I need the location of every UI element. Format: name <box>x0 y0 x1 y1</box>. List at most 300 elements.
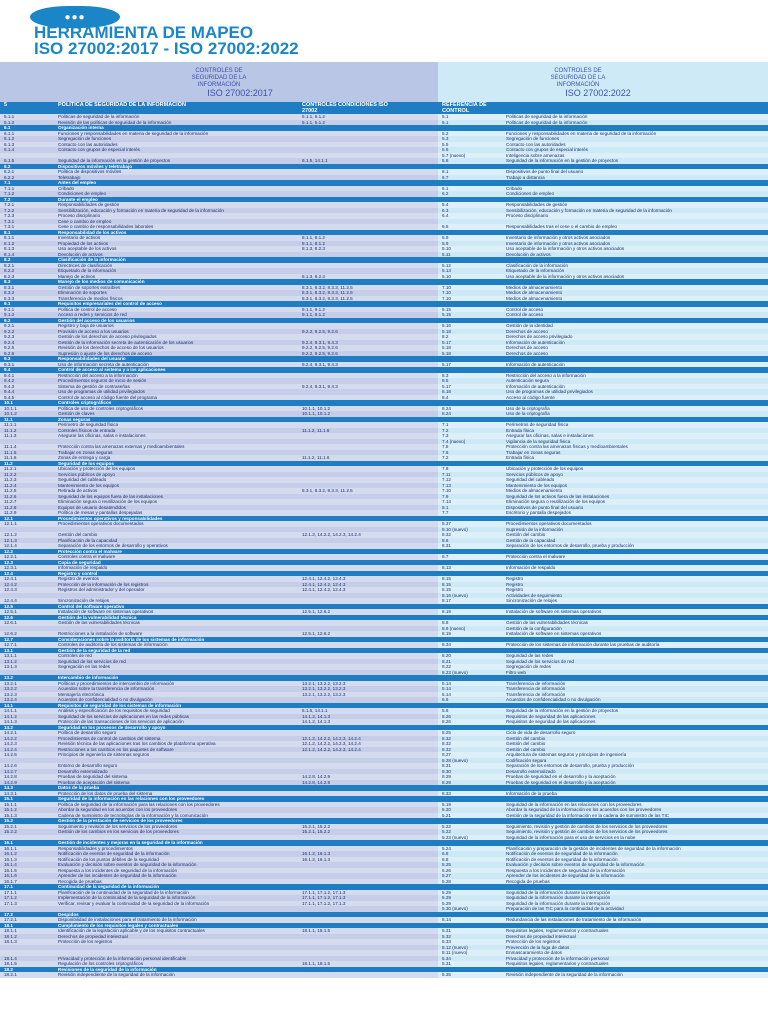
control-2022: Pruebas de seguridad en el desarrollo y la aceptación <box>506 774 616 779</box>
control-2022: Protección contra el malware <box>506 554 566 559</box>
row-code: 6.1.4 <box>4 147 15 152</box>
reference-2022: 5.27 <box>442 873 451 878</box>
control-2017: Política de uso de controles criptográficos <box>58 405 144 411</box>
reference-2022: 7.11 <box>442 471 451 477</box>
control-2022: Inventario de información y otros activos asociados <box>506 235 611 240</box>
row-code: 8.2 <box>4 257 11 262</box>
control-2022: Segregación de funciones <box>506 136 560 141</box>
row-code: 11.2.8 <box>4 504 17 510</box>
reference-2022: 7.14 <box>442 499 451 504</box>
reference-2022: 8.32 <box>442 746 451 752</box>
row-code: 9.4 <box>4 367 11 372</box>
section-title: Control del software operativo <box>58 603 125 609</box>
row-code: 5.1.2 <box>4 119 15 125</box>
reference-2022: 8.13 <box>442 565 451 570</box>
reference-2022: 6.4 <box>442 213 449 218</box>
row-code: 16.1.7 <box>4 878 17 884</box>
control-2022: Dispositivos de punto final del usuario <box>506 504 584 510</box>
row-code: 16.1.6 <box>4 873 17 878</box>
control-2022: Contacto con las autoridades <box>506 141 566 147</box>
control-2017: Política de mesas y pantallas despejadas <box>58 510 143 515</box>
control-2022: Derechos de acceso <box>506 350 548 356</box>
control-2017: Acuerdos sobre la transferencia de información <box>58 686 155 691</box>
control-2017: Controles de red <box>58 653 92 658</box>
control-2022: Derechos de acceso <box>506 345 548 350</box>
related-controls: 8.1.1, 8.1.2 <box>302 235 325 240</box>
control-2022: Gestión de la configuración <box>506 625 562 631</box>
reference-2022: 5.17 <box>442 383 451 389</box>
control-2022: Responsabilidades tras el cese o el cambio de empleo <box>506 224 618 229</box>
control-2022: Inventario de información y otros activos asociados <box>506 240 611 246</box>
related-controls: 15.2.1, 15.2.2 <box>302 829 331 834</box>
control-2017: Teletrabajo <box>58 174 81 180</box>
control-2022: Transferencia de información <box>506 691 566 697</box>
control-2017: Política de seguridad de la información para las relaciones con los proveedores <box>58 801 220 807</box>
reference-2022: 7.13 <box>442 482 451 488</box>
control-2017: Mantenimiento de los equipos <box>58 482 120 488</box>
control-2022: Pruebas de seguridad en el desarrollo y la aceptación <box>506 779 616 785</box>
control-2017: Perímetro de seguridad física <box>58 422 119 427</box>
control-2022: Supresión de la información <box>506 526 563 532</box>
control-2022: Información de autenticación <box>506 383 565 389</box>
control-2022: Seguridad de las redes <box>506 653 554 658</box>
control-2022: Respuesta a los incidentes de seguridad de la información <box>506 867 626 873</box>
section-title: Datos de la prueba <box>58 785 100 790</box>
control-2017: Seguridad de los servicios de aplicaciones en las redes públicas <box>58 713 189 719</box>
row-code: 11.1.1 <box>4 422 17 427</box>
row-code: 12.2 <box>4 548 13 554</box>
control-2022: Acuerdos de confidencialidad o no divulgación <box>506 697 601 702</box>
control-2017: Abordar la seguridad en los acuerdos con los proveedores <box>58 807 178 812</box>
row-code: 15.1.1 <box>4 801 17 807</box>
section-title: Gestión de incidentes y mejoras en la seguridad de la información <box>58 840 203 845</box>
section-title: Seguridad en los procesos de desarrollo y apoyo <box>58 724 166 730</box>
row-code: 12.4.4 <box>4 598 17 603</box>
control-2017: Seguridad del cableado <box>58 477 107 482</box>
row-code: 9.2.4 <box>4 339 15 345</box>
control-2017: Gestión de las vulnerabilidades técnicas <box>58 620 140 625</box>
reference-2022: 8.8 <box>442 620 449 625</box>
control-2017: Seguridad de los equipos fuera de las instalaciones <box>58 493 163 499</box>
control-2017: Restricción del acceso a la información <box>58 372 138 378</box>
reference-2022: 5.35 <box>442 972 451 977</box>
reference-2022: 5.26 <box>442 867 451 873</box>
control-2022: Sensibilización, educación y formación en materia de seguridad de la información <box>506 207 672 213</box>
control-2022: Requisitos de seguridad de las aplicaciones <box>506 713 596 719</box>
control-2022: Desarrollo externalizado <box>506 768 556 774</box>
control-2017: Directrices de clasificación <box>58 262 113 268</box>
row-code: 11.2.3 <box>4 477 17 482</box>
control-2022: Información de autenticación <box>506 361 565 367</box>
control-2017: Seguridad de la información en la gestión de proyectos <box>58 158 171 163</box>
row-code: 14.2.2 <box>4 735 17 741</box>
control-2022: Gestión del cambio <box>506 746 546 752</box>
row-code: 13.2 <box>4 675 13 680</box>
control-2022: Medios de almacenamiento <box>506 284 563 290</box>
reference-2022: 7.9 <box>442 493 449 499</box>
control-2017: Cese o cambio de empleo <box>58 218 112 224</box>
control-2017: Políticas y procedimientos de intercambio de información <box>58 680 175 686</box>
table-row <box>0 972 768 978</box>
related-controls: 13.2.1, 13.2.2, 13.2.3 <box>302 680 346 686</box>
reference-2022: 5.29 <box>442 900 451 906</box>
row-code: 11.1.5 <box>4 449 17 455</box>
reference-2022: 7.1 <box>442 422 449 427</box>
control-2017: Desarrollo externalizado <box>58 768 108 774</box>
reference-2022: 5.25 <box>442 862 451 867</box>
control-2022: Instalación de software en sistemas operativos <box>506 609 602 614</box>
control-2017: Ubicación y protección de los equipos <box>58 466 136 471</box>
control-2022: Proceso disciplinario <box>506 213 549 218</box>
reference-2022: 6.2 <box>442 191 449 196</box>
row-code: 6.2.1 <box>4 169 15 174</box>
reference-2022: 8.5 <box>442 378 449 383</box>
row-code: 12.3 <box>4 559 13 565</box>
row-code: 8.3 <box>4 279 11 284</box>
section-title: Cumplimiento de los requisitos legales y contractuales <box>58 922 179 928</box>
reference-2022: 8.30 <box>442 768 451 774</box>
row-code: 12.6 <box>4 614 13 620</box>
reference-2022: 8.19 <box>442 609 451 614</box>
row-code: 9.3 <box>4 356 11 361</box>
control-2017: Sistema de gestión de contraseñas <box>58 383 130 389</box>
row-code: 18.1.1 <box>4 928 17 933</box>
control-2017: Controles contra el malware <box>58 554 116 559</box>
control-2017: Uso de programas de utilidad privilegiados <box>58 389 145 394</box>
control-2017: Uso de información secreta de autenticación <box>58 361 149 367</box>
row-code: 14.2.4 <box>4 746 17 752</box>
control-2022: Políticas de seguridad de la información <box>506 114 588 119</box>
control-2022: Uso aceptable de la información y otros activos asociados <box>506 273 625 279</box>
reference-2022: 7.8 <box>442 466 449 471</box>
reference-2022: 8.2 <box>442 334 449 339</box>
row-code: 7.1.2 <box>4 191 15 196</box>
control-2022: Seguridad de la información para el uso de servicios en la nube <box>506 834 636 840</box>
related-controls: 12.5.1, 12.6.2 <box>302 609 331 614</box>
reference-2022: 6.3 <box>442 207 449 213</box>
row-code: 8.2.2 <box>4 268 15 273</box>
related-controls: 13.2.1, 13.2.2, 13.2.3 <box>302 691 346 697</box>
reference-2022: 5.2 <box>442 130 449 136</box>
subheader-related: CONTROLES CONDICIONES ISO 27002 <box>302 102 388 114</box>
reference-2022: 5.37 <box>442 521 451 526</box>
row-code: 7.3.1 <box>4 218 15 224</box>
control-2017: Derechos de propiedad intelectual <box>58 933 128 939</box>
control-2022: Separación de los entornos de desarrollo, prueba y producción <box>506 543 634 548</box>
row-code: 14.2.6 <box>4 763 17 768</box>
row-code: 17.2 <box>4 911 13 917</box>
control-2017: Privacidad y protección de la información personal identificable <box>58 955 187 961</box>
reference-2022: 5.14 <box>442 691 451 697</box>
control-2022: Uso aceptable de la información y otros activos asociados <box>506 246 625 251</box>
row-code: 17.2.1 <box>4 917 17 922</box>
reference-2022: 8.32 <box>442 532 451 537</box>
control-2022: Uso de programas de utilidad privilegiados <box>506 389 593 394</box>
reference-2022: 8.15 <box>442 581 451 587</box>
control-2022: Cribado <box>506 185 523 191</box>
control-2022: Preparación de las TIC para la continuidad de la actividad <box>506 906 624 911</box>
control-2017: Registro de eventos <box>58 576 99 581</box>
control-2022: Contacto con grupos de especial interés <box>506 147 588 152</box>
control-2017: Información de respaldo <box>58 565 108 570</box>
right-column-caption: CONTROLES DE SEGURIDAD DE LA INFORMACIÓN <box>550 68 606 88</box>
control-2017: Verificar, revisar y evaluar la continuidad de la seguridad de la información <box>58 900 210 906</box>
control-2022: Seguridad de los activos fuera de las instalaciones <box>506 493 610 499</box>
reference-2022: 8.17 <box>442 598 451 603</box>
row-code: 16.1.1 <box>4 845 17 851</box>
row-code: 8.1.3 <box>4 246 15 251</box>
row-code: 11.1.2 <box>4 427 17 433</box>
table-subheader <box>0 102 768 114</box>
row-code: 7.2.2 <box>4 207 15 213</box>
control-2017: Revisión de los derechos de acceso de los usuarios <box>58 345 164 350</box>
reference-2022: 7.10 <box>442 284 451 290</box>
control-2017: Contacto con las autoridades <box>58 141 118 147</box>
control-2022: Requisitos legales, reglamentarios y contractuales <box>506 928 609 933</box>
reference-2022: 5.1 <box>442 119 449 125</box>
row-code: 6.1.2 <box>4 136 15 141</box>
row-code: 12.7 <box>4 636 13 642</box>
reference-2022: 5.30 (nuevo) <box>442 906 468 911</box>
control-2022: Notificación de eventos de seguridad de la información <box>506 856 618 862</box>
reference-2022: 8.32 <box>442 741 451 746</box>
related-controls: 9.2.2, 9.2.5, 9.2.6 <box>302 328 338 334</box>
control-2022: Políticas de seguridad de la información <box>506 119 588 125</box>
control-2022: Eliminación segura o reutilización de los equipos <box>506 499 606 504</box>
related-controls: 9.1.1, 9.1.2 <box>302 306 325 312</box>
row-code: 13.1.3 <box>4 664 17 669</box>
related-controls: 10.1.1, 10.1.2 <box>302 405 331 411</box>
reference-2022: 5.34 <box>442 955 451 961</box>
control-2017: Trabajar en zonas seguras <box>58 449 113 455</box>
reference-2022: 5.18 <box>442 350 451 356</box>
related-controls: 12.4.1, 12.4.2, 12.4.3 <box>302 576 346 581</box>
reference-2022: 8.14 <box>442 917 451 922</box>
control-2022: Protección de los sistemas de información durante las pruebas de auditoría <box>506 642 660 647</box>
related-controls: 5.1.1, 5.1.2 <box>302 119 325 125</box>
related-controls: 9.1.1, 9.1.2 <box>302 312 325 317</box>
reference-2022: 8.31 <box>442 763 451 768</box>
row-code: 9.1 <box>4 301 11 306</box>
related-controls: 12.1.2, 14.2.2, 14.2.3, 14.2.4 <box>302 735 361 741</box>
control-2017: Regulación de los controles criptográficos <box>58 961 144 966</box>
control-2022: Entrada física <box>506 455 535 460</box>
related-controls: 6.1.5, 14.1.1 <box>302 708 328 713</box>
row-code: 6.1.1 <box>4 130 15 136</box>
related-controls: 17.1.1, 17.1.2, 17.1.3 <box>302 900 346 906</box>
control-2022: Mantenimiento de los equipos <box>506 482 568 488</box>
row-code: 12.4.3 <box>4 587 17 592</box>
control-2022: Abordar la seguridad de la información en los acuerdos con los proveedores <box>506 807 662 812</box>
control-2017: Planificación de la continuidad de la seguridad de la información <box>58 889 189 895</box>
related-controls: 15.2.1, 15.2.2 <box>302 823 331 829</box>
section-title: Revisiones de la seguridad de la información <box>58 966 157 972</box>
row-code: 12.1 <box>4 515 13 521</box>
section-title: Gestión de la seguridad de la red <box>58 647 131 653</box>
control-2022: Seguridad de la información en la gestión de proyectos <box>506 158 619 163</box>
page-subtitle: ISO 27002:2017 - ISO 27002:2022 <box>34 39 299 58</box>
control-2017: Asegurar las oficinas, salas e instalaciones <box>58 433 146 438</box>
reference-2022: 8.15 <box>442 576 451 581</box>
row-code: 16.1.5 <box>4 867 17 873</box>
control-2017: Responsabilidades de gestión <box>58 202 120 207</box>
control-2017: Identificación de la legislación aplicable y de los requisitos contractuales <box>58 928 205 933</box>
row-code: 11.1 <box>4 416 13 422</box>
control-2022: Control de acceso <box>506 312 544 317</box>
control-2017: Uso aceptable de los activos <box>58 246 117 251</box>
related-controls: 18.1.1, 18.1.5 <box>302 928 331 933</box>
control-2022: Seguridad de los servicios de red <box>506 658 574 664</box>
reference-2022: 5.9 <box>442 240 449 246</box>
right-column-iso: ISO 27002:2022 <box>565 88 631 98</box>
reference-2022: 8.20 <box>442 653 451 658</box>
row-code: 18.1.2 <box>4 933 17 939</box>
reference-2022: 5.6 <box>442 147 449 152</box>
reference-2022: 8.15 <box>442 587 451 592</box>
control-2017: Cribado <box>58 185 75 191</box>
row-code: 17.1.2 <box>4 895 17 900</box>
control-2017: Transferencia de medios físicos <box>58 295 123 301</box>
row-code: 12.6.2 <box>4 631 17 636</box>
reference-2022: 7.5 <box>442 444 449 449</box>
control-2022: Escritorio y pantalla despejados <box>506 510 571 515</box>
row-code: 9.4.5 <box>4 394 15 400</box>
row-code: 13.2.3 <box>4 691 17 697</box>
reference-2022: 5.29 <box>442 895 451 900</box>
row-code: 10.1 <box>4 400 13 405</box>
reference-2022: 5.11 <box>442 251 451 257</box>
row-code: 15.2.2 <box>4 829 17 834</box>
related-controls: 9.2.2, 9.2.5, 9.2.6 <box>302 350 338 356</box>
reference-2022: 7.12 <box>442 477 451 482</box>
reference-2022: 5.31 <box>442 961 451 966</box>
section-title: Procedimientos operativos y responsabilidades <box>58 515 163 521</box>
control-2017: Protección de los registros <box>58 939 113 944</box>
related-controls: 14.1.2, 14.1.3 <box>302 713 331 719</box>
control-2022: Información de respaldo <box>506 565 556 570</box>
reference-2022: 5.33 <box>442 939 451 944</box>
section-title: Requisitos de seguridad de los sistemas de información <box>58 702 182 708</box>
related-controls: 18.1.1, 18.1.5 <box>302 961 331 966</box>
control-2022: Gestión del cambio <box>506 532 546 537</box>
related-controls: 8.3.1, 8.3.2, 8.3.3, 11.2.5 <box>302 290 353 295</box>
section-title: Gestión de la vulnerabilidad técnica <box>58 614 137 620</box>
control-2022: Seguridad de la información durante la interrupción <box>506 889 611 895</box>
row-code: 14.3.1 <box>4 790 17 796</box>
control-2022: Instalación de software en sistemas operativos <box>506 631 602 636</box>
reference-2022: 5.23 (nuevo) <box>442 834 468 840</box>
control-2022: Etiquetado de la información <box>506 268 565 273</box>
section-title: Manejo de los medios de comunicación <box>58 279 145 284</box>
control-2022: Medios de almacenamiento <box>506 295 563 301</box>
related-controls: 12.1.2, 14.2.2, 14.2.3, 14.2.4 <box>302 741 361 746</box>
row-code: 12.7.1 <box>4 642 17 647</box>
row-code: 12.1.4 <box>4 543 17 548</box>
row-code: 11.1.3 <box>4 433 17 438</box>
row-code: 18.1 <box>4 922 13 928</box>
section-title: Intercambio de información <box>58 675 119 680</box>
reference-2022: 7.6 <box>442 449 449 455</box>
control-2022: Dispositivos de punto final del usuario <box>506 169 584 174</box>
row-code: 12.5 <box>4 603 13 609</box>
section-title: Antes del empleo <box>58 180 97 185</box>
row-code: 8.1.4 <box>4 251 15 257</box>
control-2022: Planificación y preparación de la gestión de incidentes de seguridad de la información <box>506 845 681 851</box>
row-code: 13.1.1 <box>4 653 17 658</box>
page-header <box>0 0 768 62</box>
row-code: 7.2.3 <box>4 213 15 218</box>
control-2017: Sensibilización, educación y formación en materia de seguridad de la información <box>58 207 224 213</box>
reference-2022: 6.1 <box>442 185 449 191</box>
control-2017: Separación de los entornos de desarrollo y operativos <box>58 543 168 548</box>
row-code: 14.2.3 <box>4 741 17 746</box>
row-code: 6.2.2 <box>4 174 15 180</box>
reference-2022: 5.32 <box>442 933 451 939</box>
control-2022: Ubicación y protección de los equipos <box>506 466 584 471</box>
control-2022: Privacidad y protección de la información personal <box>506 955 609 961</box>
control-2017: Registro y baja de usuarios <box>58 323 114 328</box>
reference-2022: 8.11 (nuevo) <box>442 950 468 955</box>
reference-2022: 7.4 (nuevo) <box>442 438 466 444</box>
control-2017: Control de acceso al código fuente del programa <box>58 394 158 400</box>
reference-2022: 5.4 <box>442 202 449 207</box>
control-2017: Recogida de pruebas <box>58 878 102 884</box>
control-2022: Filtro web <box>506 669 526 675</box>
row-code: 14.1.2 <box>4 713 17 719</box>
row-code: 14.1.3 <box>4 719 17 724</box>
control-2017: Mensajería electrónica <box>58 691 105 697</box>
row-code: 9.2.2 <box>4 328 15 334</box>
related-controls: 6.1.5, 14.1.1 <box>302 158 328 163</box>
row-code: 18.2 <box>4 966 13 972</box>
control-2017: Procedimientos seguros de inicio de sesión <box>58 378 147 383</box>
left-column-caption: CONTROLES DE SEGURIDAD DE LA INFORMACIÓN <box>191 68 247 88</box>
reference-2022: 8.10 (nuevo) <box>442 526 468 532</box>
section-title: Responsabilidades del usuario <box>58 356 126 361</box>
reference-2022: 7.2 <box>442 455 449 460</box>
row-code: 9.4.2 <box>4 378 15 383</box>
row-code: 7.1.1 <box>4 185 15 191</box>
reference-2022: 6.6 <box>442 697 449 702</box>
reference-2022: 5.22 <box>442 823 451 829</box>
control-2017: Revisión de las políticas de seguridad de la información <box>58 119 172 125</box>
control-2017: Acceso a redes y servicios de red <box>58 312 127 317</box>
control-2017: Notificación de eventos de seguridad de la información <box>58 851 170 856</box>
subheader-code: 5 <box>4 102 8 108</box>
control-2022: Protección de los registros <box>506 939 561 944</box>
reference-2022: 7.7 <box>442 510 449 515</box>
control-2022: Información de la prueba <box>506 790 557 796</box>
control-2022: Derechos de acceso privilegiado <box>506 334 573 339</box>
control-2017: Revisión técnica de las aplicaciones tras los cambios de plataforma operativa <box>58 741 216 746</box>
reference-2022: 7.3 <box>442 433 449 438</box>
related-controls: 12.4.1, 12.4.2, 12.4.3 <box>302 581 346 587</box>
related-controls: 8.3.1, 8.3.2, 8.3.3, 11.2.5 <box>302 295 353 301</box>
row-code: 13.1 <box>4 647 13 653</box>
reference-2022: 8.9 (nuevo) <box>442 625 466 631</box>
reference-2022: 7.10 <box>442 295 451 301</box>
control-2022: Derechos de propiedad intelectual <box>506 933 576 939</box>
control-2017: Etiquetado de la información <box>58 268 117 273</box>
section-title: Registro y control <box>58 570 98 576</box>
left-column-header <box>0 62 438 102</box>
control-2022: Registro <box>506 587 524 592</box>
reference-2022: 5.5 <box>442 141 449 147</box>
section-title: Protección contra el malware <box>58 548 122 554</box>
control-2022: Redundancia de las instalaciones de tratamiento de la información <box>506 917 642 922</box>
row-code: 8.1 <box>4 229 11 235</box>
control-2017: Controles de auditoría de los sistemas de información <box>58 642 168 647</box>
